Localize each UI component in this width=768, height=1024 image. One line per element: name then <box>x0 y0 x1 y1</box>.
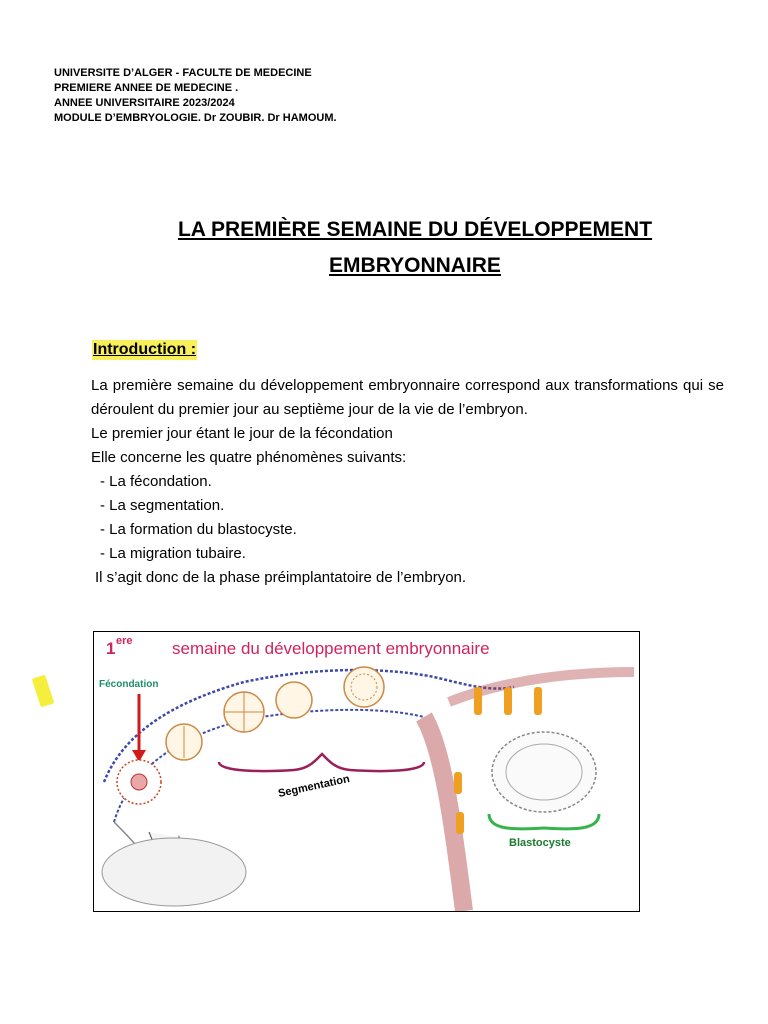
figure-title-sup: ere <box>116 635 133 647</box>
header-line-university: UNIVERSITE D’ALGER - FACULTE DE MEDECINE <box>54 67 312 79</box>
intro-body <box>91 374 724 590</box>
label-blastocyste: Blastocyste <box>509 837 571 849</box>
figure-first-week <box>93 631 640 912</box>
gland <box>456 812 464 834</box>
gland <box>534 687 542 715</box>
list-item: - La segmentation. <box>100 497 225 514</box>
title-line-2: EMBRYONNAIRE <box>329 254 501 277</box>
list-item: - La formation du blastocyste. <box>100 521 297 538</box>
segmentation-brace <box>219 754 424 771</box>
label-segmentation: Segmentation <box>277 773 351 800</box>
header-line-module: MODULE D’EMBRYOLOGIE. Dr ZOUBIR. Dr HAMOUM. <box>54 112 337 124</box>
intro-line-fecondation: Le premier jour étant le jour de la fécondation <box>91 425 393 442</box>
gland <box>474 687 482 715</box>
gland <box>504 687 512 715</box>
list-item: - La fécondation. <box>100 473 212 490</box>
document-header <box>54 66 337 126</box>
intro-heading: Introduction : <box>93 341 197 358</box>
figure-illustration <box>94 632 639 911</box>
header-line-year: PREMIERE ANNEE DE MEDECINE . <box>54 82 239 94</box>
page-title <box>60 212 768 284</box>
title-line-1: LA PREMIÈRE SEMAINE DU DÉVELOPPEMENT <box>177 218 653 241</box>
header-line-academic-year: ANNEE UNIVERSITAIRE 2023/2024 <box>54 97 235 109</box>
intro-conclusion: Il s’agit donc de la phase préimplantatoire de l’embryon. <box>95 569 467 586</box>
gland <box>454 772 462 794</box>
list-item: - La migration tubaire. <box>100 545 246 562</box>
tube-inner-wall <box>114 710 424 822</box>
label-fecondation: Fécondation <box>99 679 159 690</box>
ovary <box>102 838 246 906</box>
eight-cell-stage <box>276 682 312 718</box>
morula <box>344 667 384 707</box>
intro-line-concerne: Elle concerne les quatre phénomènes suivants: <box>91 449 407 466</box>
figure-title: semaine du développement embryonnaire <box>172 639 490 658</box>
zygote-nucleus <box>131 774 147 790</box>
intro-paragraph: La première semaine du développement embryonnaire correspond aux transformations qui se déroulent du premier jour au septième jour de la vie de l’embryon. <box>91 377 724 418</box>
blastocyste-brace <box>489 814 599 829</box>
highlighter-mark <box>32 675 55 708</box>
figure-title-number: 1 <box>106 639 116 658</box>
